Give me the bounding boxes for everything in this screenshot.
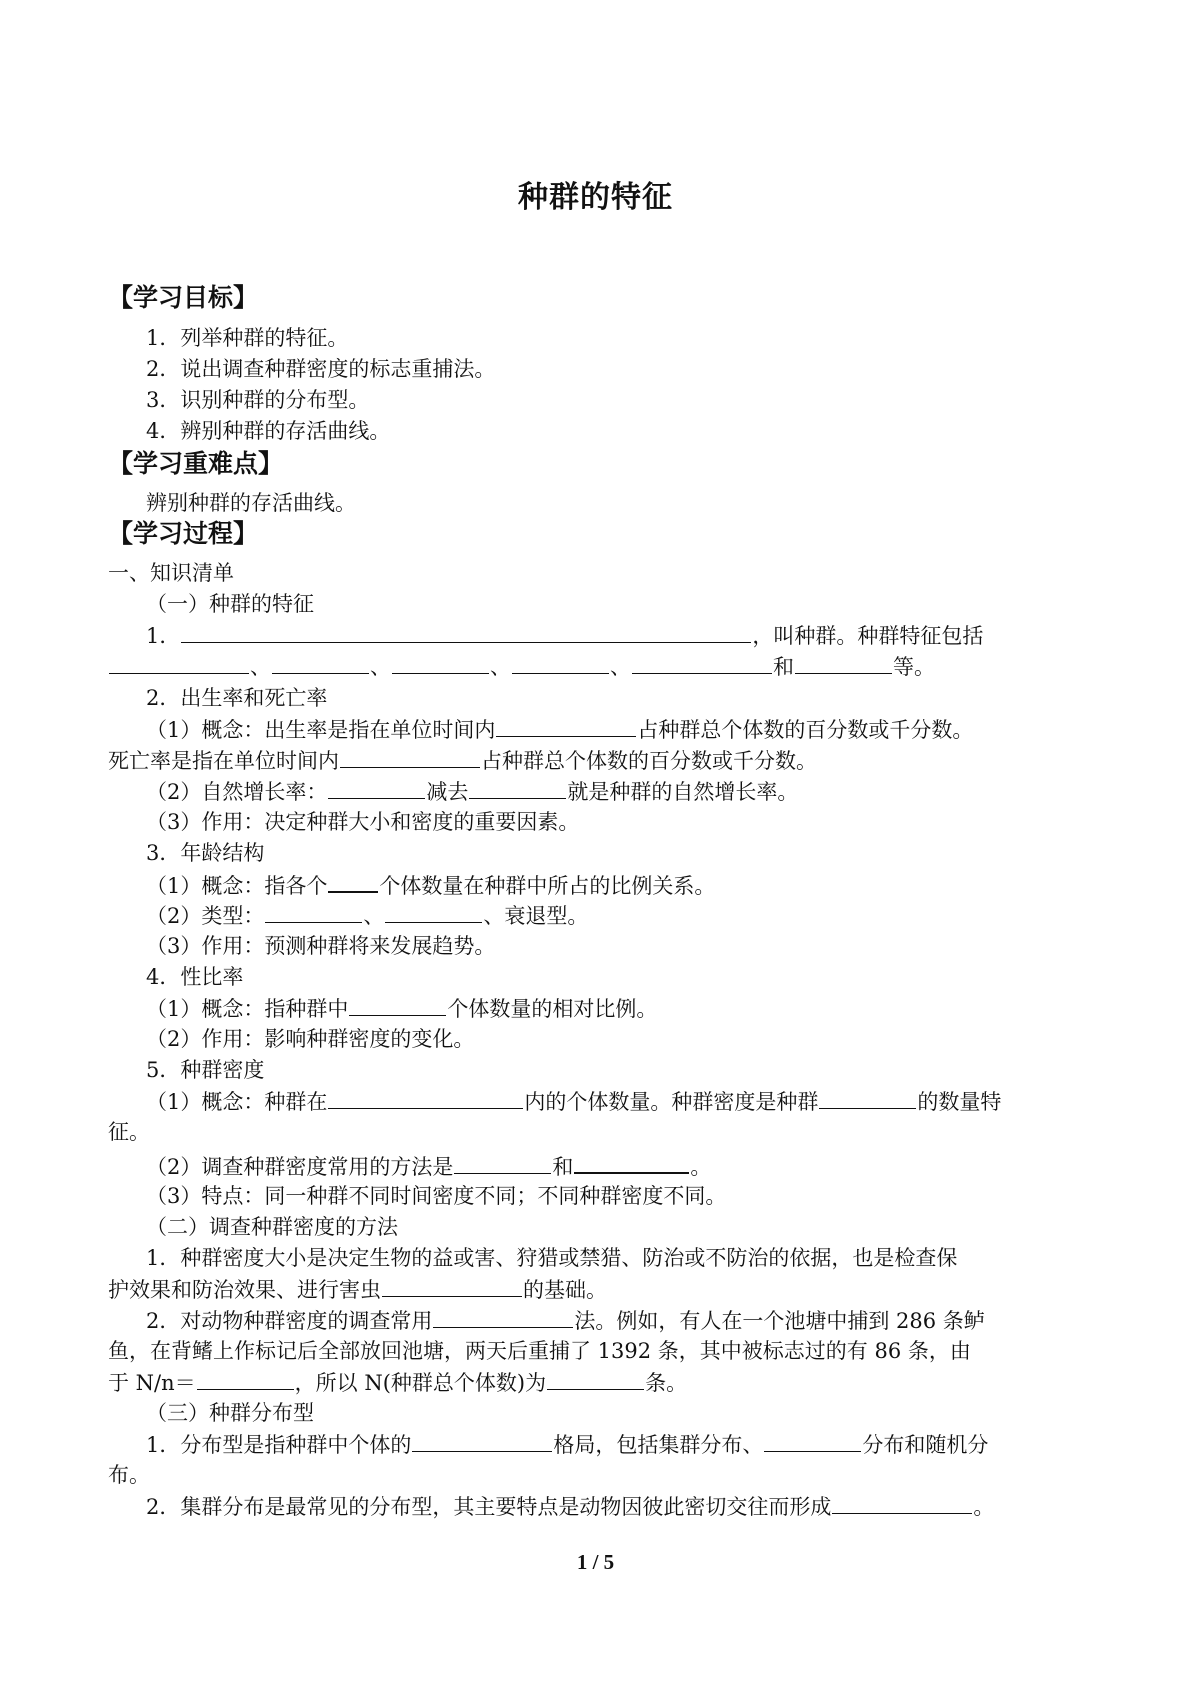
text: 死亡率是指在单位时间内 [108, 749, 339, 773]
text: （1）概念：出生率是指在单位时间内 [146, 718, 496, 742]
question-line [108, 1367, 687, 1398]
text: 占种群总个体数的百分数或千分数。 [481, 749, 817, 773]
fill-blank[interactable] [340, 745, 480, 768]
text: 就是种群的自然增长率。 [567, 780, 799, 804]
text: （1）概念：种群在 [146, 1090, 328, 1114]
page-number: 1 / 5 [576, 1550, 615, 1574]
question-line: 3．年龄结构 [146, 841, 265, 865]
question-line [146, 993, 657, 1024]
objective-item: 3．识别种群的分布型。 [146, 388, 370, 412]
text: 。 [973, 1495, 995, 1519]
question-line [146, 776, 798, 807]
fill-blank[interactable] [392, 651, 489, 674]
fill-blank[interactable] [109, 651, 249, 674]
text: （1）概念：指各个 [146, 874, 328, 898]
question-line: 4．性比率 [146, 965, 244, 989]
text: 内的个体数量。种群密度是种群 [524, 1090, 819, 1114]
question-line [146, 1429, 988, 1460]
fill-blank[interactable] [512, 651, 609, 674]
text: （2）调查种群密度常用的方法是 [146, 1155, 454, 1179]
fill-blank[interactable] [469, 776, 566, 799]
fill-blank[interactable] [272, 651, 369, 674]
fill-blank[interactable] [181, 620, 751, 643]
text: 法。例如，有人在一个池塘中捕到 286 条鲈 [574, 1309, 985, 1333]
fill-blank[interactable] [795, 651, 892, 674]
text: 分布和随机分 [862, 1433, 989, 1457]
text: 等。 [893, 655, 935, 679]
text: 减去 [426, 780, 469, 804]
text: 的数量特 [917, 1090, 1002, 1114]
question-line [108, 1274, 607, 1305]
subsection-heading: （一）种群的特征 [146, 592, 314, 616]
text: 和 [552, 1155, 574, 1179]
question-line [108, 651, 935, 682]
text: 。 [690, 1155, 712, 1179]
question-line [146, 900, 588, 931]
text: 的基础。 [523, 1278, 607, 1302]
fill-blank[interactable] [454, 1151, 551, 1174]
fill-blank[interactable] [349, 993, 446, 1016]
fill-blank[interactable] [385, 900, 482, 923]
fill-blank[interactable] [547, 1367, 644, 1390]
objectives-heading: 【学习目标】 [108, 283, 259, 312]
text: ，叫种群。种群特征包括 [752, 624, 984, 648]
text: （1）概念：指种群中 [146, 997, 349, 1021]
fill-blank[interactable] [412, 1429, 552, 1452]
question-line: 鱼，在背鳍上作标记后全部放回池塘，两天后重捕了 1392 条，其中被标志过的有 86 条，由 [108, 1339, 971, 1363]
fill-blank[interactable] [632, 651, 772, 674]
question-line: （3）作用：决定种群大小和密度的重要因素。 [146, 810, 580, 834]
fill-blank[interactable] [328, 1086, 523, 1109]
question-line [146, 1086, 1001, 1117]
text: （2）自然增长率： [146, 780, 328, 804]
fill-blank[interactable] [832, 1491, 972, 1514]
question-line: 布。 [108, 1463, 150, 1487]
text: 、 [250, 655, 271, 679]
text: 2．对动物种群密度的调查常用 [146, 1309, 433, 1333]
fill-blank[interactable] [328, 776, 425, 799]
objective-item: 2．说出调查种群密度的标志重捕法。 [146, 357, 496, 381]
text: （2）类型： [146, 904, 265, 928]
subsection-heading: （二）调查种群密度的方法 [146, 1215, 398, 1239]
text: 个体数量在种群中所占的比例关系。 [379, 874, 716, 898]
question-line [146, 869, 715, 901]
question-line [146, 1305, 985, 1336]
question-line: 征。 [108, 1120, 150, 1144]
question-line: （2）作用：影响种群密度的变化。 [146, 1027, 475, 1051]
question-line: 1．种群密度大小是决定生物的益或害、狩猎或禁猎、防治或不防治的依据，也是检查保 [146, 1246, 958, 1270]
fill-blank[interactable] [265, 900, 362, 923]
text: 和 [773, 655, 794, 679]
question-line: （3）特点：同一种群不同时间密度不同；不同种群密度不同。 [146, 1184, 727, 1208]
fill-blank[interactable] [197, 1367, 294, 1390]
page-title: 种群的特征 [518, 180, 673, 215]
text: 、 [370, 655, 391, 679]
text: 、衰退型。 [483, 904, 589, 928]
question-line [146, 1491, 994, 1522]
text: 2．集群分布是最常见的分布型，其主要特点是动物因彼此密切交往而形成 [146, 1495, 832, 1519]
fill-blank[interactable] [328, 869, 378, 893]
objective-item: 4．辨别种群的存活曲线。 [146, 419, 391, 443]
fill-blank[interactable] [382, 1274, 522, 1297]
question-line: 2．出生率和死亡率 [146, 686, 328, 710]
fill-blank[interactable] [574, 1150, 689, 1174]
question-line [146, 714, 973, 745]
fill-blank[interactable] [819, 1086, 916, 1109]
text: 、 [363, 904, 385, 928]
text: 个体数量的相对比例。 [447, 997, 658, 1021]
objective-item: 1．列举种群的特征。 [146, 326, 349, 350]
text: 于 N/n＝ [108, 1371, 196, 1395]
part-heading: 一、知识清单 [108, 561, 234, 585]
question-line [108, 745, 817, 776]
text: 、 [610, 655, 631, 679]
process-heading: 【学习过程】 [108, 519, 259, 548]
keypoints-text: 辨别种群的存活曲线。 [146, 491, 356, 515]
question-line [146, 1150, 711, 1182]
keypoints-heading: 【学习重难点】 [108, 449, 284, 478]
question-line: 5．种群密度 [146, 1058, 265, 1082]
fill-blank[interactable] [764, 1429, 861, 1452]
subsection-heading: （三）种群分布型 [146, 1401, 314, 1425]
text: 格局，包括集群分布、 [553, 1433, 764, 1457]
text: ，所以 N(种群总个体数)为 [294, 1371, 547, 1395]
text: 条。 [645, 1371, 688, 1395]
question-line [146, 620, 983, 651]
text: 占种群总个体数的百分数或千分数。 [637, 718, 974, 742]
fill-blank[interactable] [496, 714, 636, 737]
text: 1． [146, 624, 181, 648]
text: 护效果和防治效果、进行害虫 [108, 1278, 381, 1302]
question-line: （3）作用：预测种群将来发展趋势。 [146, 934, 496, 958]
text: 1．分布型是指种群中个体的 [146, 1433, 412, 1457]
text: 、 [490, 655, 511, 679]
fill-blank[interactable] [433, 1305, 573, 1328]
